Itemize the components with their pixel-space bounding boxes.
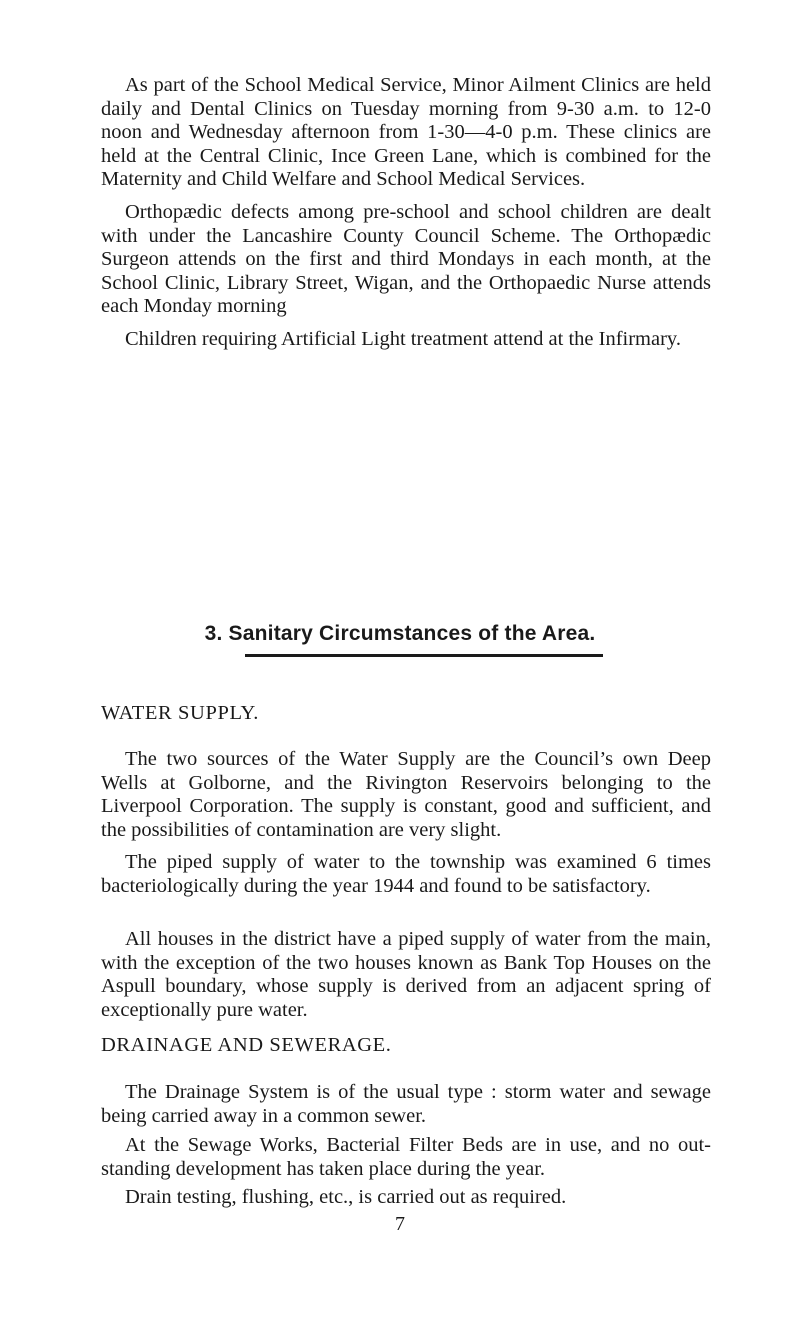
water-testing-text: The piped supply of water to the township was examined 6 times bacteriologically during the year 1944 and found to be satisfactory. — [101, 851, 711, 897]
orthopaedic-paragraph — [101, 201, 711, 319]
piped-supply-paragraph — [101, 928, 711, 1022]
sewage-works-paragraph — [101, 1134, 711, 1181]
drain-testing-paragraph — [101, 1186, 711, 1210]
heading-underline — [245, 654, 603, 657]
water-sources-paragraph — [101, 748, 711, 842]
section-heading: 3. Sanitary Circumstances of the Area. — [204, 622, 596, 645]
water-sources-text: The two sources of the Water Supply are the Council’s own Deep Wells at Golborne, and the Rivington Reservoirs belonging to the Liverpool Corporation. The supply is constant, good and sufficient, and the possibilities of contamination are very slight. — [101, 748, 711, 841]
drain-testing-text: Drain testing, flushing, etc., is carried out as required. — [125, 1186, 567, 1208]
page-number: 7 — [395, 1213, 405, 1235]
orthopaedic-text: Orthopædic defects among pre-school and school children are dealt with under the Lancashire County Council Scheme. The Orthopædic Surgeon attends on the first and third Mondays in each month, at the School Clinic, Library Street, Wigan, and the Orthopaedic Nurse attends each Monday morning — [101, 201, 711, 318]
water-testing-paragraph — [101, 851, 711, 898]
water-supply-heading: WATER SUPPLY. — [101, 702, 260, 724]
artificial-light-paragraph — [101, 328, 711, 352]
drainage-system-paragraph — [101, 1081, 711, 1128]
artificial-light-text: Children requiring Artificial Light treatment attend at the Infirmary. — [125, 328, 681, 350]
drainage-system-text: The Drainage System is of the usual type : storm water and sewage being carried away in a common sewer. — [101, 1081, 711, 1127]
piped-supply-text: All houses in the district have a piped supply of water from the main, with the exception of the two houses known as Bank Top Houses on the Aspull boundary, whose supply is derived from an adjacent spring of exceptionally pure water. — [101, 928, 711, 1021]
clinics-paragraph — [101, 74, 711, 192]
drainage-heading: DRAINAGE AND SEWERAGE. — [101, 1034, 392, 1056]
sewage-works-text: At the Sewage Works, Bacterial Filter Beds are in use, and no out-standing development has taken place during the year. — [101, 1134, 711, 1180]
clinics-text: As part of the School Medical Service, Minor Ailment Clinics are held daily and Dental Clinics on Tuesday morning from 9-30 a.m. to 12-0 noon and Wednesday afternoon from 1-30—4-0 p.m. These clinics are held at the Central Clinic, Ince Green Lane, which is combined for the Maternity and Child Welfare and School Medical Services. — [101, 74, 711, 191]
